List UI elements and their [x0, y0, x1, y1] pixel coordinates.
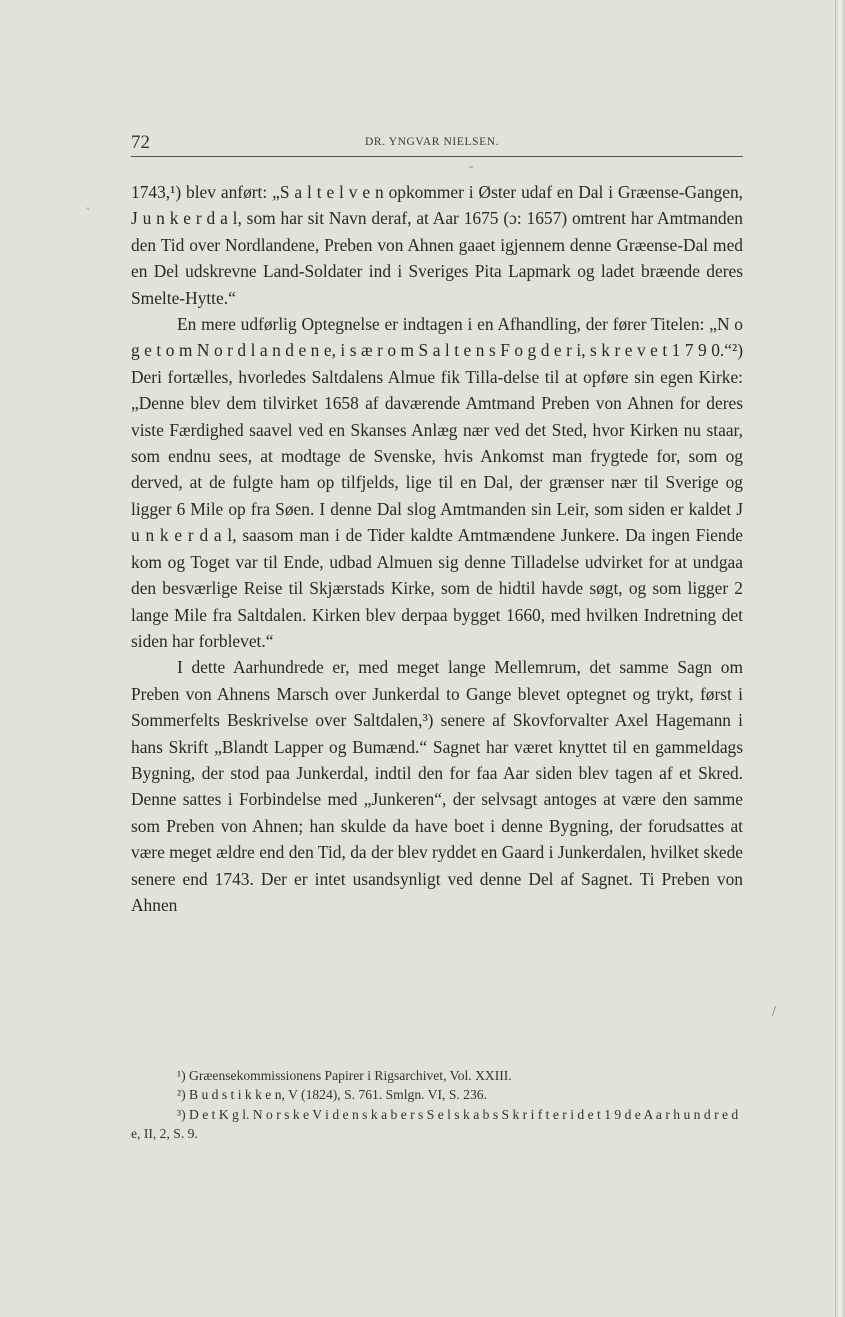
paragraph: I dette Aarhundrede er, med meget lange Mellemrum, det samme Sagn om Preben von Ahnens Marsch over Junkerdal to Gange blevet optegnet og trykt, først i Sommerfelts Beskrivelse over Saltdalen,³) senere af Skovforvalter Axel Hagemann i hans Skrift „Blandt Lapper og Bumænd.“ Sagnet har været knyttet til en gammeldags Bygning, der stod paa Junkerdal, indtil den for faa Aar siden blev tagen af et Skred. Denne sattes i Forbindelse med „Junkeren“, der selvsagt antoges at være den samme som Preben von Ahnen; han skulde da have boet i denne Bygning, der forudsattes at være meget ældre end den Tid, da der blev ryddet en Gaard i Junkerdalen, hvilket skede senere end 1743. Der er intet usandsynligt ved denne Del af Sagnet. Ti Preben von Ahnen — [131, 657, 743, 915]
paragraph: 1743,¹) blev anført: „S a l t e l v e n opkommer i Øster udaf en Dal i Græense-Gangen, J u n k e r d a l, som har sit Navn deraf, at Aar 1675 (ɔ: 1657) omtrent har Amtmanden den Tid over Nordlandene, Preben von Ahnen gaaet igjennem denne Græense-Dal med en Del udskrevne Land-Soldater ind i Sveriges Pita Lapmark og ladet bræende deres Smelte-Hytte.“ — [131, 182, 743, 308]
body-text — [131, 179, 743, 918]
footnote: ¹) Græensekommissionens Papirer i Rigsarchivet, Vol. XXIII. — [177, 1068, 512, 1083]
running-head: DR. YNGVAR NIELSEN. — [365, 136, 500, 148]
margin-mark: ˜ — [468, 165, 474, 179]
page-number: 72 — [131, 132, 150, 153]
page-edge — [835, 0, 845, 1317]
margin-mark: / — [772, 1004, 777, 1018]
footnote: ³) D e t K g l. N o r s k e V i d e n s k a b e r s S e l s k a b s S k r i f t e r i d e t 1 9 d e A a r h u n d r e d e, II, 2, S. 9. — [131, 1106, 739, 1141]
paragraph: En mere udførlig Optegnelse er indtagen i en Afhandling, der fører Titelen: „N o g e t o m N o r d l a n d e n e, i s æ r o m S a l t e n s F o g d e r i, s k r e v e t 1 7 9 0.“²) Deri fortælles, hvorledes Saltdalens Almue fik Tilla-delse til at opføre sin egen Kirke: „Denne blev dem tilvirket 1658 af daværende Amtmand Preben von Ahnen for deres viste Færdighed saavel ved en Skanses Anlæg nær ved det Sted, hvor Kirken nu staar, som endnu sees, at modtage de Svenske, hvis Ankomst man frygtede for, som og derved, at de fulgte ham op tilfjelds, lige til en Dal, der grænser nær til Sverige og ligger 6 Mile op fra Søen. I denne Dal slog Amtmanden sin Leir, som siden er kaldet J u n k e r d a l, saasom man i de Tider kaldte Amtmændene Junkere. Da ingen Fiende kom og Toget var til Ende, udbad Almuen sig denne Tilladelse udvirket for at undgaa den besværlige Reise til Skjærstads Kirke, som de hidtil havde søgt, og som ligger 2 lange Mile fra Saltdalen. Kirken blev derpaa bygget 1660, med hvilken Indretning det siden har forblevet.“ — [131, 314, 743, 651]
footnotes — [131, 1066, 743, 1143]
page-header — [131, 130, 743, 157]
footnote: ²) B u d s t i k k e n, V (1824), S. 761. Smlgn. VI, S. 236. — [177, 1087, 487, 1103]
margin-mark: ˎ — [86, 196, 90, 210]
